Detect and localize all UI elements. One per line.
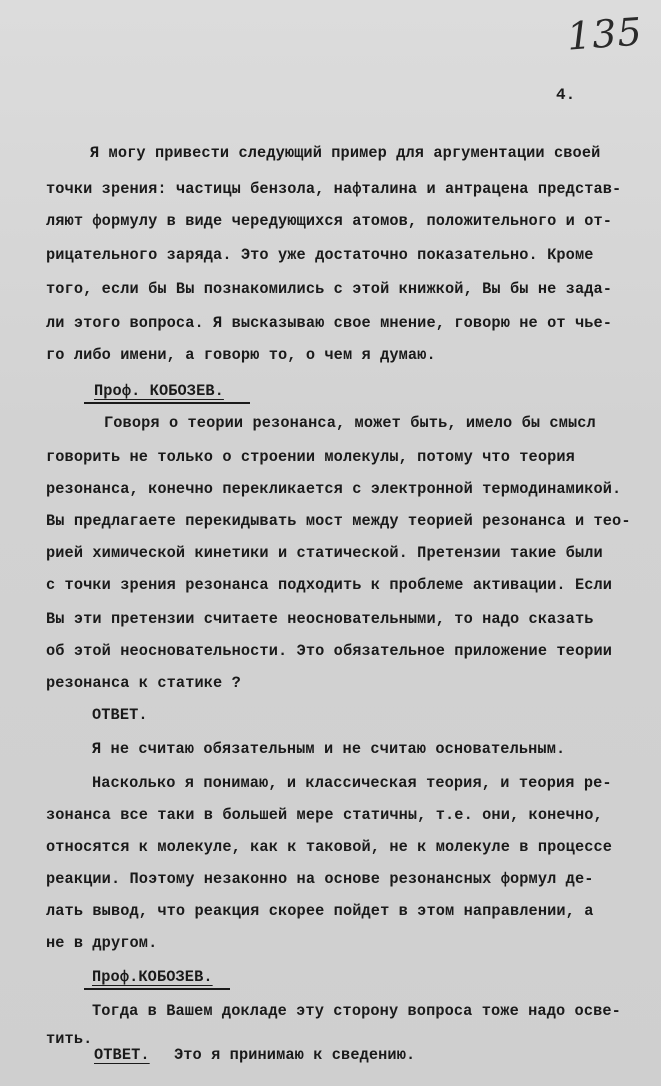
speaker-heading-answer: ОТВЕТ. xyxy=(92,706,148,724)
text-line: Я могу привести следующий пример для аргументации своей xyxy=(90,144,601,162)
text-line: Вы эти претензии считаете неосновательными, то надо сказать xyxy=(46,610,594,628)
text-line: Говоря о теории резонанса, может быть, имело бы смысл xyxy=(104,414,596,432)
text-line: об этой неосновательности. Это обязательное приложение теории xyxy=(46,642,613,660)
text-line: не в другом. xyxy=(46,934,158,952)
archive-number: 135 xyxy=(566,9,645,59)
text-line: Тогда в Вашем докладе эту сторону вопроса тоже надо осве- xyxy=(92,1002,621,1020)
speaker-heading-answer: ОТВЕТ. xyxy=(94,1046,150,1064)
text-line: лать вывод, что реакция скорее пойдет в этом направлении, а xyxy=(46,902,594,920)
text-line: ляют формулу в виде чередующихся атомов, положительного и от- xyxy=(46,212,613,230)
text-line: ли этого вопроса. Я высказываю свое мнение, говорю не от чье- xyxy=(46,314,613,332)
heading-underline xyxy=(84,402,250,404)
text-line: точки зрения: частицы бензола, нафталина и антрацена представ- xyxy=(46,180,622,198)
text-line: Насколько я понимаю, и классическая теория, и теория ре- xyxy=(92,774,612,792)
text-line: относятся к молекуле, как к таковой, не к молекуле в процессе xyxy=(46,838,613,856)
text-line: Вы предлагаете перекидывать мост между теорией резонанса и тео- xyxy=(46,512,631,530)
text-line: говорить не только о строении молекулы, потому что теория xyxy=(46,448,575,466)
text-line: реакции. Поэтому незаконно на основе резонансных формул де- xyxy=(46,870,594,888)
text-line: го либо имени, а говорю то, о чем я думаю. xyxy=(46,346,436,364)
heading-underline xyxy=(84,988,230,990)
text-line: резонанса, конечно перекликается с электронной термодинамикой. xyxy=(46,480,622,498)
text-line: рией химической кинетики и статической. Претензии такие были xyxy=(46,544,603,562)
text-line: тить. xyxy=(46,1030,93,1048)
text-line: зонанса все таки в большей мере статичны, т.е. они, конечно, xyxy=(46,806,603,824)
speaker-heading-kobozev: Проф.КОБОЗЕВ. xyxy=(92,968,213,986)
speaker-heading-kobozev: Проф. КОБОЗЕВ. xyxy=(94,382,224,400)
text-line: Я не считаю обязательным и не считаю основательным. xyxy=(92,740,566,758)
text-line: рицательного заряда. Это уже достаточно показательно. Кроме xyxy=(46,246,594,264)
text-line: с точки зрения резонанса подходить к проблеме активации. Если xyxy=(46,576,613,594)
text-line: того, если бы Вы познакомились с этой книжкой, Вы бы не зада- xyxy=(46,280,613,298)
page-number: 4. xyxy=(556,86,576,104)
text-line: резонанса к статике ? xyxy=(46,674,241,692)
text-line: Это я принимаю к сведению. xyxy=(174,1046,416,1064)
